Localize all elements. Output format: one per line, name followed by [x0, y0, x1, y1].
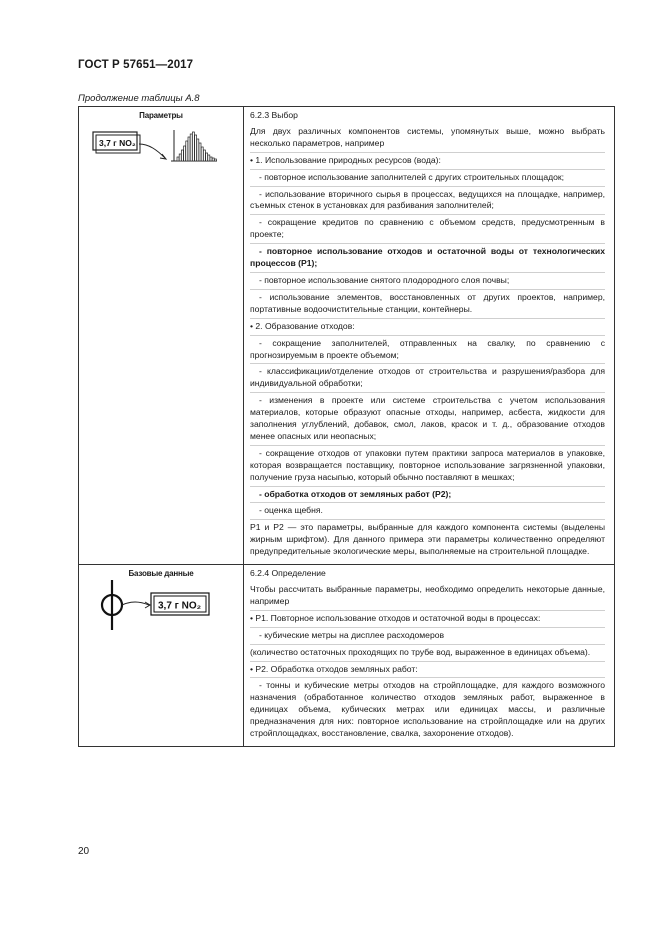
paragraph: P1 и P2 — это параметры, выбранные для каждого компонента системы (выделены жирным шрифтом). Для данного примера эти параметры количественно определяют предупредительные экологические меры, выполняемые на строительной площадке.	[250, 519, 605, 558]
paragraph: Для двух различных компонентов системы, упомянутых выше, можно выбрать несколько параметров, например	[250, 125, 605, 148]
standard-number: ГОСТ Р 57651—2017	[78, 59, 194, 71]
paragraph: Чтобы рассчитать выбранные параметры, необходимо определить некоторые данные, например	[250, 584, 605, 606]
figure-label: 3,7 г NO₂	[158, 600, 202, 612]
paragraph: • 1. Использование природных ресурсов (вода):	[250, 152, 605, 167]
continuation-table	[78, 106, 615, 747]
row-label: Базовые данные	[128, 569, 194, 579]
paragraph: - использование вторичного сырья в процессах, ведущихся на площадке, например, съемных стенок в установках для разбивания заполнителей;	[250, 186, 605, 213]
section-heading: 6.2.4 Определение	[250, 568, 326, 579]
histogram-bar	[186, 141, 188, 161]
paragraph: - изменения в проекте или системе строительства с учетом использования материалов, которые образуют опасные отходы, например, асбеста, жидкости для заполнения углублений, добавок, смол, лаков, красок и т. д., образование отходов менее опасных или неопасных;	[250, 392, 605, 443]
paragraph: - классификации/отделение отходов от строительства и разрушения/разбора для индивидуальной обработки;	[250, 363, 605, 390]
histogram-bar	[184, 146, 186, 161]
histogram-bar	[214, 159, 216, 161]
histogram-bar	[177, 157, 179, 161]
histogram-bar	[181, 150, 183, 161]
histogram-bar	[199, 143, 201, 161]
paragraph: - повторное использование отходов и остаточной воды от технологических процессов (P1);	[250, 243, 605, 270]
histogram-bar	[203, 150, 205, 161]
histogram-bar	[190, 134, 192, 161]
table-row	[79, 565, 615, 747]
description-cell	[244, 565, 615, 747]
paragraph: - сокращение заполнителей, отправленных на свалку, по сравнению с прогнозируемым в проекте объемом;	[250, 335, 605, 362]
page-number: 20	[78, 846, 90, 857]
histogram-bar	[210, 157, 212, 161]
flow-meter-icon	[79, 578, 243, 638]
paragraph: - сокращение отходов от упаковки путем практики запроса материалов в упаковке, которая возвращается поставщику, повторное использование загрязненной упаковки, получение груза насыпью, который обычно поставляют в мешках;	[250, 445, 605, 484]
figure-cell	[79, 107, 244, 565]
paragraph: - кубические метры на дисплее расходомеров	[250, 627, 605, 642]
section-heading: 6.2.3 Выбор	[250, 110, 298, 120]
paragraph: - использование элементов, восстановленных от других проектов, например, портативные водоочистительные станции, контейнеры.	[250, 289, 605, 316]
histogram-bar	[192, 132, 194, 161]
figure-label: 3,7 г NO₂	[99, 138, 136, 148]
figure-cell	[79, 565, 244, 747]
row-label: Параметры	[139, 111, 183, 120]
paragraph-list	[250, 126, 605, 558]
table-row	[79, 107, 615, 565]
histogram-bar	[206, 153, 208, 161]
paragraph: - оценка щебня.	[250, 502, 605, 517]
histogram-bar	[195, 135, 197, 161]
paragraph: - обработка отходов от земляных работ (P2);	[250, 486, 605, 501]
paragraph: - сокращение кредитов по сравнению с объемом средств, предусмотренным в проекте;	[250, 214, 605, 241]
paragraph: - повторное использование снятого плодородного слоя почвы;	[250, 272, 605, 287]
paragraph: • 2. Образование отходов:	[250, 318, 605, 333]
histogram-bar	[201, 147, 203, 161]
histogram-bar	[179, 154, 181, 161]
table-caption: Продолжение таблицы А.8	[78, 93, 200, 104]
paragraph: • P1. Повторное использование отходов и остаточной воды в процессах:	[250, 610, 605, 625]
histogram-bar	[208, 155, 210, 161]
parameters-histogram-icon	[79, 120, 243, 180]
paragraph: - повторное использование заполнителей с других строительных площадок;	[250, 169, 605, 184]
histogram-bar	[212, 158, 214, 161]
paragraph: - тонны и кубические метры отходов на стройплощадке, для каждого возможного назначения (обработанное количество отходов земляных работ, выраженное в единицах объема, кубических метрах или единицах массы, и различные предназначения для них: повторное использование на стройплощадке или на других стройплощадках, восстановление, свалка, захоронение отходов).	[250, 677, 605, 740]
histogram-bar	[188, 137, 190, 161]
paragraph: • P2. Обработка отходов земляных работ:	[250, 661, 605, 676]
histogram-bar	[197, 139, 199, 161]
paragraph-list	[250, 584, 605, 740]
description-cell	[244, 107, 615, 565]
paragraph: (количество остаточных проходящих по трубе вод, выраженное в единицах объема).	[250, 644, 605, 659]
